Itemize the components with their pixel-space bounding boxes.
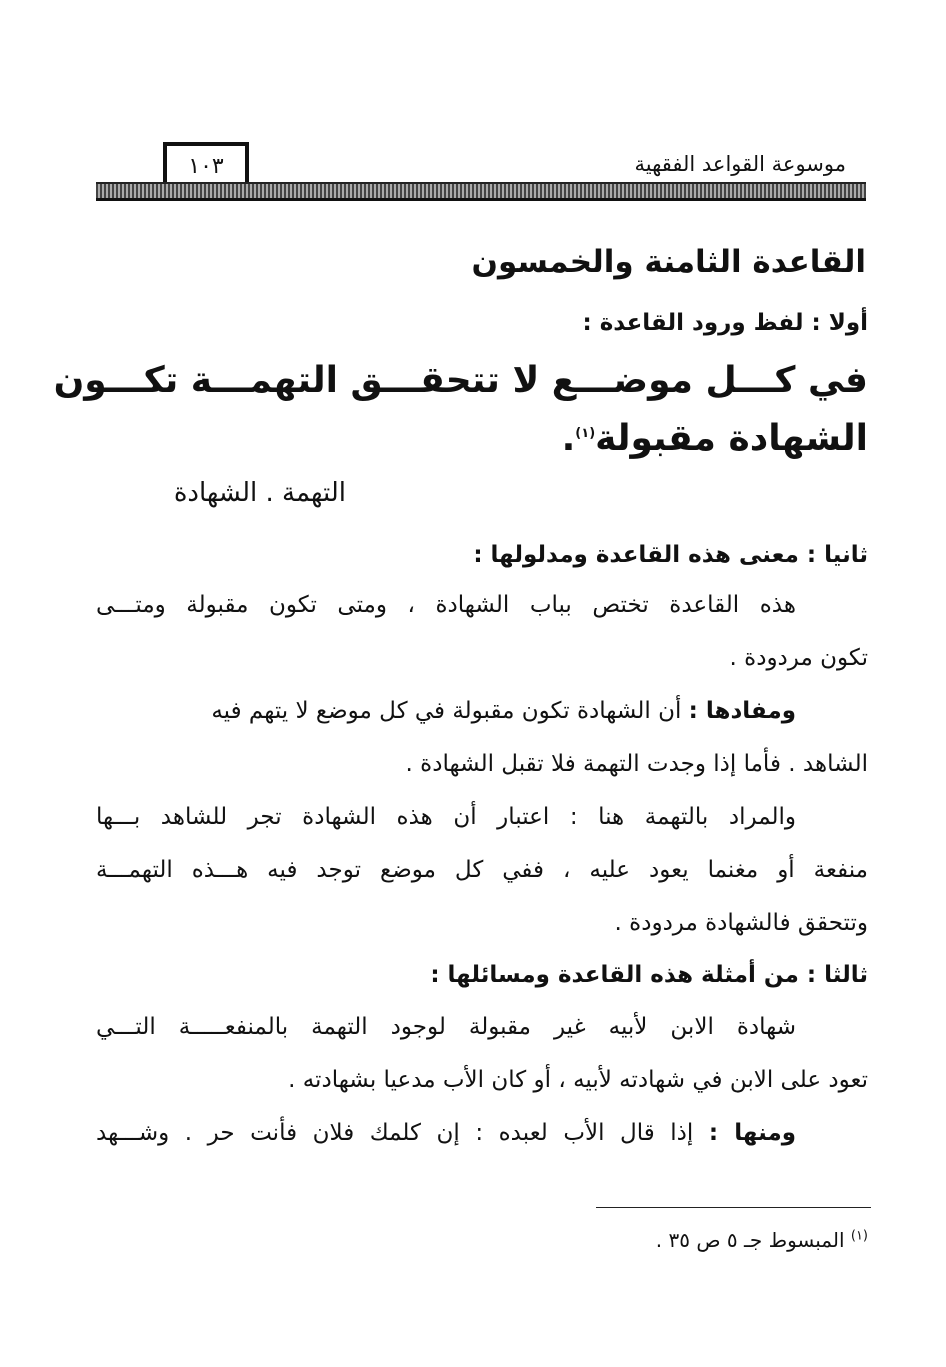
footnote-text: المبسوط جـ ٥ ص ٣٥ .	[655, 1228, 845, 1252]
page-number-box	[163, 142, 249, 186]
s2-p2-line1	[96, 696, 796, 726]
s3-p2-text: إذا قال الأب لعبده : إن كلمك فلان فأنت حر . وشـــهد	[96, 1120, 694, 1146]
s3-p2-lead: ومنها :	[708, 1120, 797, 1146]
s2-p3-line1: والمراد بالتهمة هنا : اعتبار أن هذه الشهادة تجر للشاهد بـــها	[96, 804, 796, 830]
footnote	[656, 1228, 868, 1252]
footnote-marker: (١)	[850, 1228, 868, 1244]
s3-p2-line1	[96, 1118, 796, 1148]
running-header-title: موسوعة القواعد الفقهية	[634, 152, 846, 176]
s3-p1-line2: تعود على الابن في شهادته لأبيه ، أو كان الأب مدعيا بشهادته .	[288, 1067, 868, 1093]
section-1-label: أولا : لفظ ورود القاعدة :	[582, 310, 868, 336]
page-number: ١٠٣	[188, 153, 224, 179]
s2-p1-line2: تكون مردودة .	[729, 645, 868, 671]
keywords: التهمة . الشهادة	[173, 478, 346, 508]
rule-text-line-1: في كـــل موضـــع لا تتحقـــق التهمـــة تكـــون	[53, 360, 868, 401]
s2-p2-line2: الشاهد . فأما إذا وجدت التهمة فلا تقبل الشهادة .	[405, 751, 868, 777]
header-rule	[96, 182, 866, 201]
s2-p2-text: أن الشهادة تكون مقبولة في كل موضع لا يتهم فيه	[211, 698, 682, 724]
s2-p2-lead: ومفادها :	[688, 698, 796, 724]
s2-p1-line1: هذه القاعدة تختص بباب الشهادة ، ومتى تكون مقبولة ومتـــى	[96, 592, 796, 618]
footnote-rule	[596, 1207, 871, 1208]
footnote-ref: (١)	[575, 426, 596, 441]
rule-text-end: .	[561, 418, 576, 459]
s2-p3-line2: منفعة أو مغنما يعود عليه ، ففي كل موضع توجد فيه هـــذه التهمـــة	[96, 857, 868, 883]
rule-text-line-2	[96, 418, 868, 459]
s3-p1-line1: شهادة الابن لأبيه غير مقبولة لوجود التهمة بالمنفعـــــة التـــي	[96, 1014, 796, 1040]
section-2-label: ثانيا : معنى هذه القاعدة ومدلولها :	[473, 542, 868, 568]
rule-heading: القاعدة الثامنة والخمسون	[471, 244, 866, 280]
section-3-label: ثالثا : من أمثلة هذه القاعدة ومسائلها :	[430, 962, 868, 988]
rule-text-main: الشهادة مقبولة	[595, 418, 868, 459]
s2-p3-line3: وتتحقق فالشهادة مردودة .	[614, 910, 868, 936]
